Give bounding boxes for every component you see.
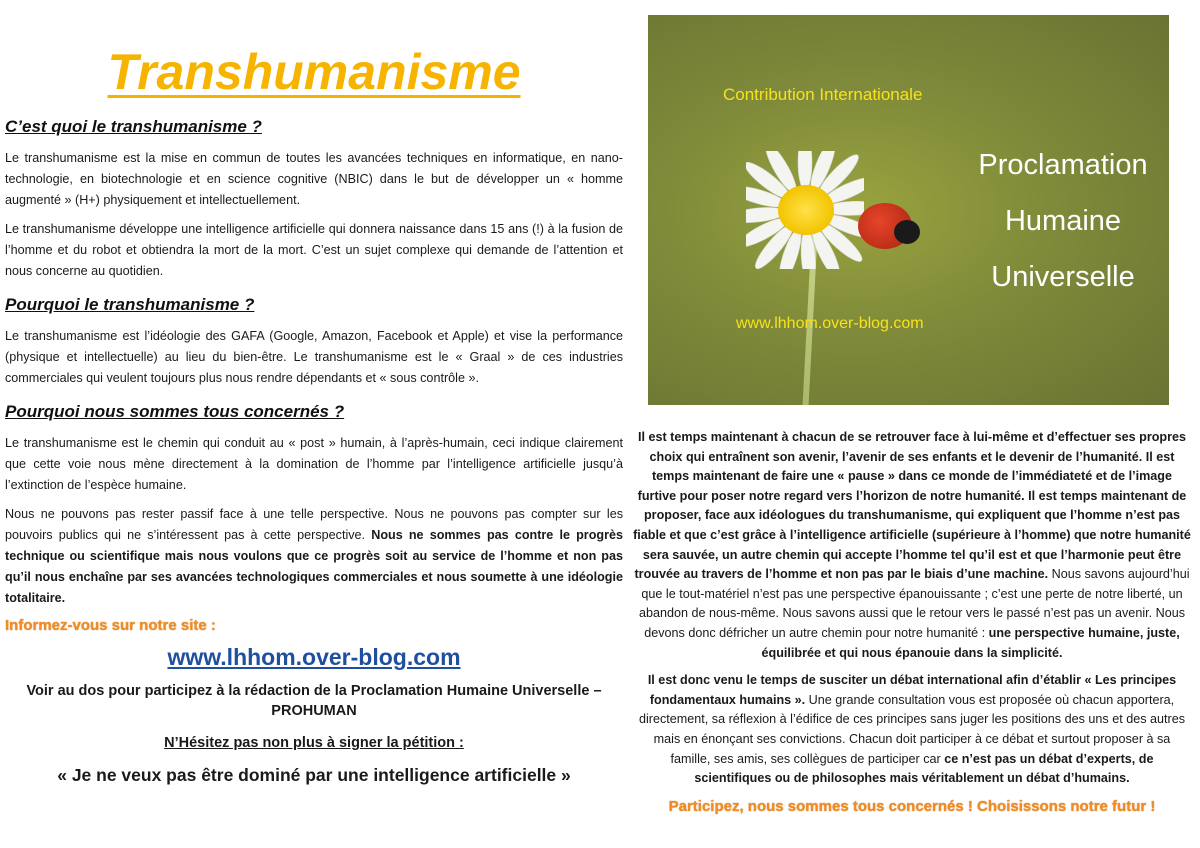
back-text: Voir au dos pour participez à la rédaction de la Proclamation Humaine Universelle – PROHUMAN	[26, 683, 602, 719]
section-heading-what: C’est quoi le transhumanisme ?	[5, 117, 262, 136]
inform-label: Informez-vous sur notre site :	[5, 617, 216, 634]
paragraph: Le transhumanisme est l’idéologie des GAFA (Google, Amazon, Facebook et Apple) et vise la performance (physique et intellectuelle) au lieu du bien-être. Le transhumanisme est le « Graal » de ces industries commerciales qui veulent toujours plus nous rendre dépendants et « sous contrôle ».	[5, 329, 623, 385]
left-column	[5, 40, 623, 787]
paragraph-bold: Il est temps maintenant à chacun de se retrouver face à lui-même et d’effectuer ses propres choix qui entraînent son avenir, l’avenir de ses enfants et le devenir de l’humanité. Il est temps maintenant de faire une « pause » dans ce monde de l’immédiateté et de l’image furtive pour poser notre regard vers l’horizon de notre humanité. Il est temps maintenant de proposer, face aux idéologues du transhumanisme, qui expliquent que l’homme n’est pas fiable et que c’est grâce à l’intelligence artificielle (supérieure à l’homme) que notre humanité sera sauvée, un autre chemin qui accepte l’homme tel qu’il est et que l’harmonie peut être trouvée au travers de l’homme et non pas par le biais d’une machine.	[633, 430, 1191, 582]
caption-line: Universelle	[991, 261, 1135, 293]
photo-caption-url: www.lhhom.over-blog.com	[736, 315, 924, 332]
right-body-text	[632, 428, 1192, 816]
caption-line: Proclamation	[978, 149, 1148, 181]
daisy-ladybug-photo	[648, 15, 1169, 405]
paragraph: Le transhumanisme développe une intelligence artificielle qui donnera naissance dans 15 ans (!) à la fusion de l’homme et du robot et obtiendra la mort de la mort. C’est un sujet complexe qui demande de l’attention et nous concerne au quotidien.	[5, 222, 623, 278]
paragraph: Le transhumanisme est le chemin qui conduit au « post » humain, à l’après-humain, ceci indique clairement que cette voie nous mène directement à la domination de l’homme par l’intelligence artificielle jusqu’à l’extinction de l’espèce humaine.	[5, 436, 623, 492]
paragraph-bold: ce n’est pas un débat d’experts, de scientifiques ou de philosophes mais véritablement un débat d’humains.	[694, 751, 1154, 786]
petition-label: N’Hésitez pas non plus à signer la pétition :	[164, 735, 464, 751]
photo-caption-top: Contribution Internationale	[723, 85, 923, 104]
section-heading-why: Pourquoi le transhumanisme ?	[5, 295, 255, 314]
paragraph-bold: Il est donc venu le temps de susciter un débat international afin d’établir « Les principes fondamentaux humains ».	[647, 673, 1177, 707]
closing-call: Participez, nous sommes tous concernés ! Choisissons notre futur !	[668, 797, 1156, 815]
paragraph: Le transhumanisme est la mise en commun de toutes les avancées techniques en informatique, en nano-technologie, en biotechnologie et en science cognitive (NBIC) dans le but de développer un « homme augmenté » (H+) physiquement et intellectuellement.	[5, 151, 623, 207]
paragraph-plain: Une grande consultation vous est proposée où chacun apportera, directement, sa réflexion à l’édifice de ces principes sans juger les positions des uns et des autres mais en énonçant ses convictions. Chacun doit participer à ce débat et surtout proposer à sa famille, ses amis, ses collègues de participer car	[638, 692, 1186, 766]
ladybug-head-icon	[894, 220, 920, 244]
section-heading-concerned: Pourquoi nous sommes tous concernés ?	[5, 402, 345, 421]
paragraph	[632, 671, 1192, 789]
paragraph-bold: une perspective humaine, juste, équilibrée et qui nous épanouie dans la simplicité.	[761, 625, 1180, 660]
paragraph-plain: Nous ne pouvons pas rester passif face à une telle perspective. Nous ne pouvons pas compter sur les pouvoirs publics qui ne s’intéressent pas à cette perspective.	[5, 507, 623, 542]
paragraph-bold: Nous ne sommes pas contre le progrès technique ou scientifique mais nous voulons que ce progrès soit au service de l’homme et non pas qu’il nous enchaîne par ses avancées technologiques commerciales et nous soumette à une idéologie totalitaire.	[5, 528, 623, 605]
page-title: Transhumanisme	[107, 44, 521, 100]
paragraph-plain: Nous savons aujourd’hui que le tout-matériel n’est pas une perspective épanouissante ; c’est une perte de notre liberté, un abandon de nous-même. Nous savons aussi que le retour vers le passé n’est pas un avenir. Nous devons donc défricher un autre chemin pour notre humanité :	[638, 567, 1190, 640]
site-link[interactable]: www.lhhom.over-blog.com	[167, 644, 461, 670]
petition-quote: « Je ne veux pas être dominé par une intelligence artificielle »	[57, 765, 571, 785]
caption-line: Humaine	[1004, 205, 1122, 237]
photo-caption-main	[948, 137, 1169, 305]
paragraph-mixed	[5, 504, 623, 609]
daisy-center-icon	[778, 185, 834, 235]
paragraph	[632, 428, 1192, 663]
